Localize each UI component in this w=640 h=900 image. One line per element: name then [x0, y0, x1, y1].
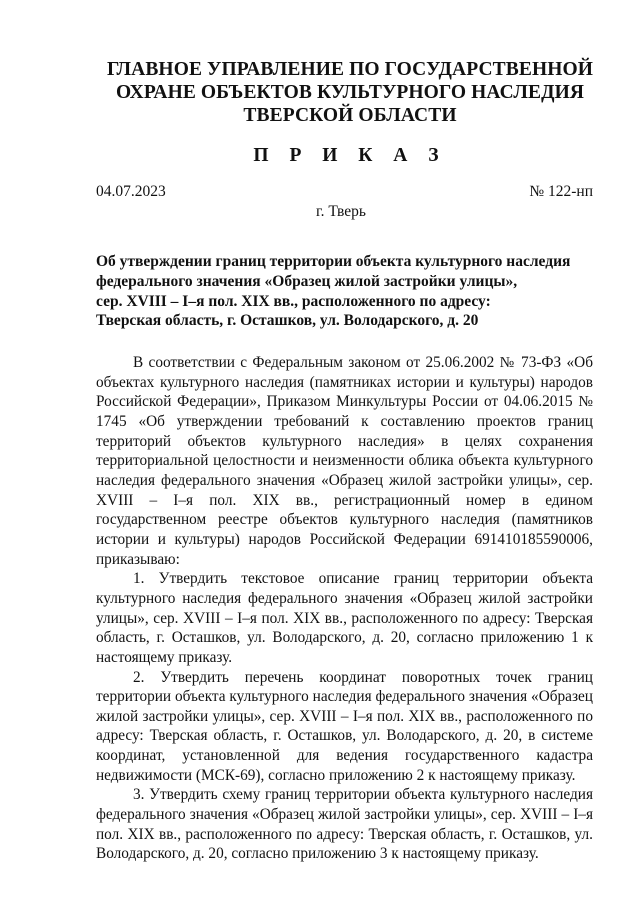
document-date: 04.07.2023 [96, 183, 166, 200]
preamble-paragraph: В соответствии с Федеральным законом от 25.06.2002 № 73-ФЗ «Об объектах культурного наследия (памятниках истории и культуры) народов Российской Федерации», Приказом Минкультуры России от 04.06.2015 № 1745 «Об утверждении требований к составлению проектов границ территорий объектов культурного наследия» в целях сохранения территориальной целостности и неизменности облика объекта культурного наследия федерального значения «Образец жилой застройки улицы», сер. XVIII – I–я пол. XIX вв., регистрационный номер в едином государственном реестре объектов культурного наследия (памятников истории и культуры) народов Российской Федерации 691410185590006, приказываю: [96, 354, 593, 568]
issuing-authority [60, 58, 640, 127]
document-city: г. Тверь [316, 203, 366, 220]
authority-line-2: ОХРАНЕ ОБЪЕКТОВ КУЛЬТУРНОГО НАСЛЕДИЯ [115, 82, 585, 103]
subject-line: Об утверждении границ территории объекта культурного наследия [96, 253, 571, 270]
order-item-2: 2. Утвердить перечень координат поворотных точек границ территории объекта культурного наследия федерального значения «Образец жилой застройки улицы», сер. XVIII – I–я пол. XIX вв., расположенного по адресу: Тверская область, г. Осташков, ул. Володарского, д. 20, в системе координат, установленной для ведения государственного кадастра недвижимости (МСК-69), согласно приложению 2 к настоящему приказу. [96, 668, 593, 784]
authority-line-3: ТВЕРСКОЙ ОБЛАСТИ [243, 105, 457, 126]
order-item-3: 3. Утвердить схему границ территории объекта культурного наследия федерального значения «Образец жилой застройки улицы», сер. XVIII – I–я пол. XIX вв., расположенного по адресу: Тверская область, г. Осташков, ул. Володарского, д. 20, согласно приложению 3 к настоящему приказу. [96, 786, 593, 863]
document-type-title: П Р И К А З [253, 145, 447, 166]
subject-line: Тверская область, г. Осташков, ул. Володарского, д. 20 [96, 312, 479, 330]
document-body [96, 353, 593, 864]
document-subject [96, 252, 570, 331]
order-item-1: 1. Утвердить текстовое описание границ территории объекта культурного наследия федерального значения «Образец жилой застройки улицы», сер. XVIII – I–я пол. XIX вв., расположенного по адресу: Тверская область, г. Осташков, ул. Володарского, д. 20, согласно приложению 1 к настоящему приказу. [96, 570, 593, 666]
subject-line: сер. XVIII – I–я пол. XIX вв., расположенного по адресу: [96, 292, 491, 310]
authority-line-1: ГЛАВНОЕ УПРАВЛЕНИЕ ПО ГОСУДАРСТВЕННОЙ [106, 59, 594, 80]
document-number: № 122-нп [529, 183, 593, 200]
subject-line: федерального значения «Образец жилой застройки улицы», [96, 272, 518, 290]
